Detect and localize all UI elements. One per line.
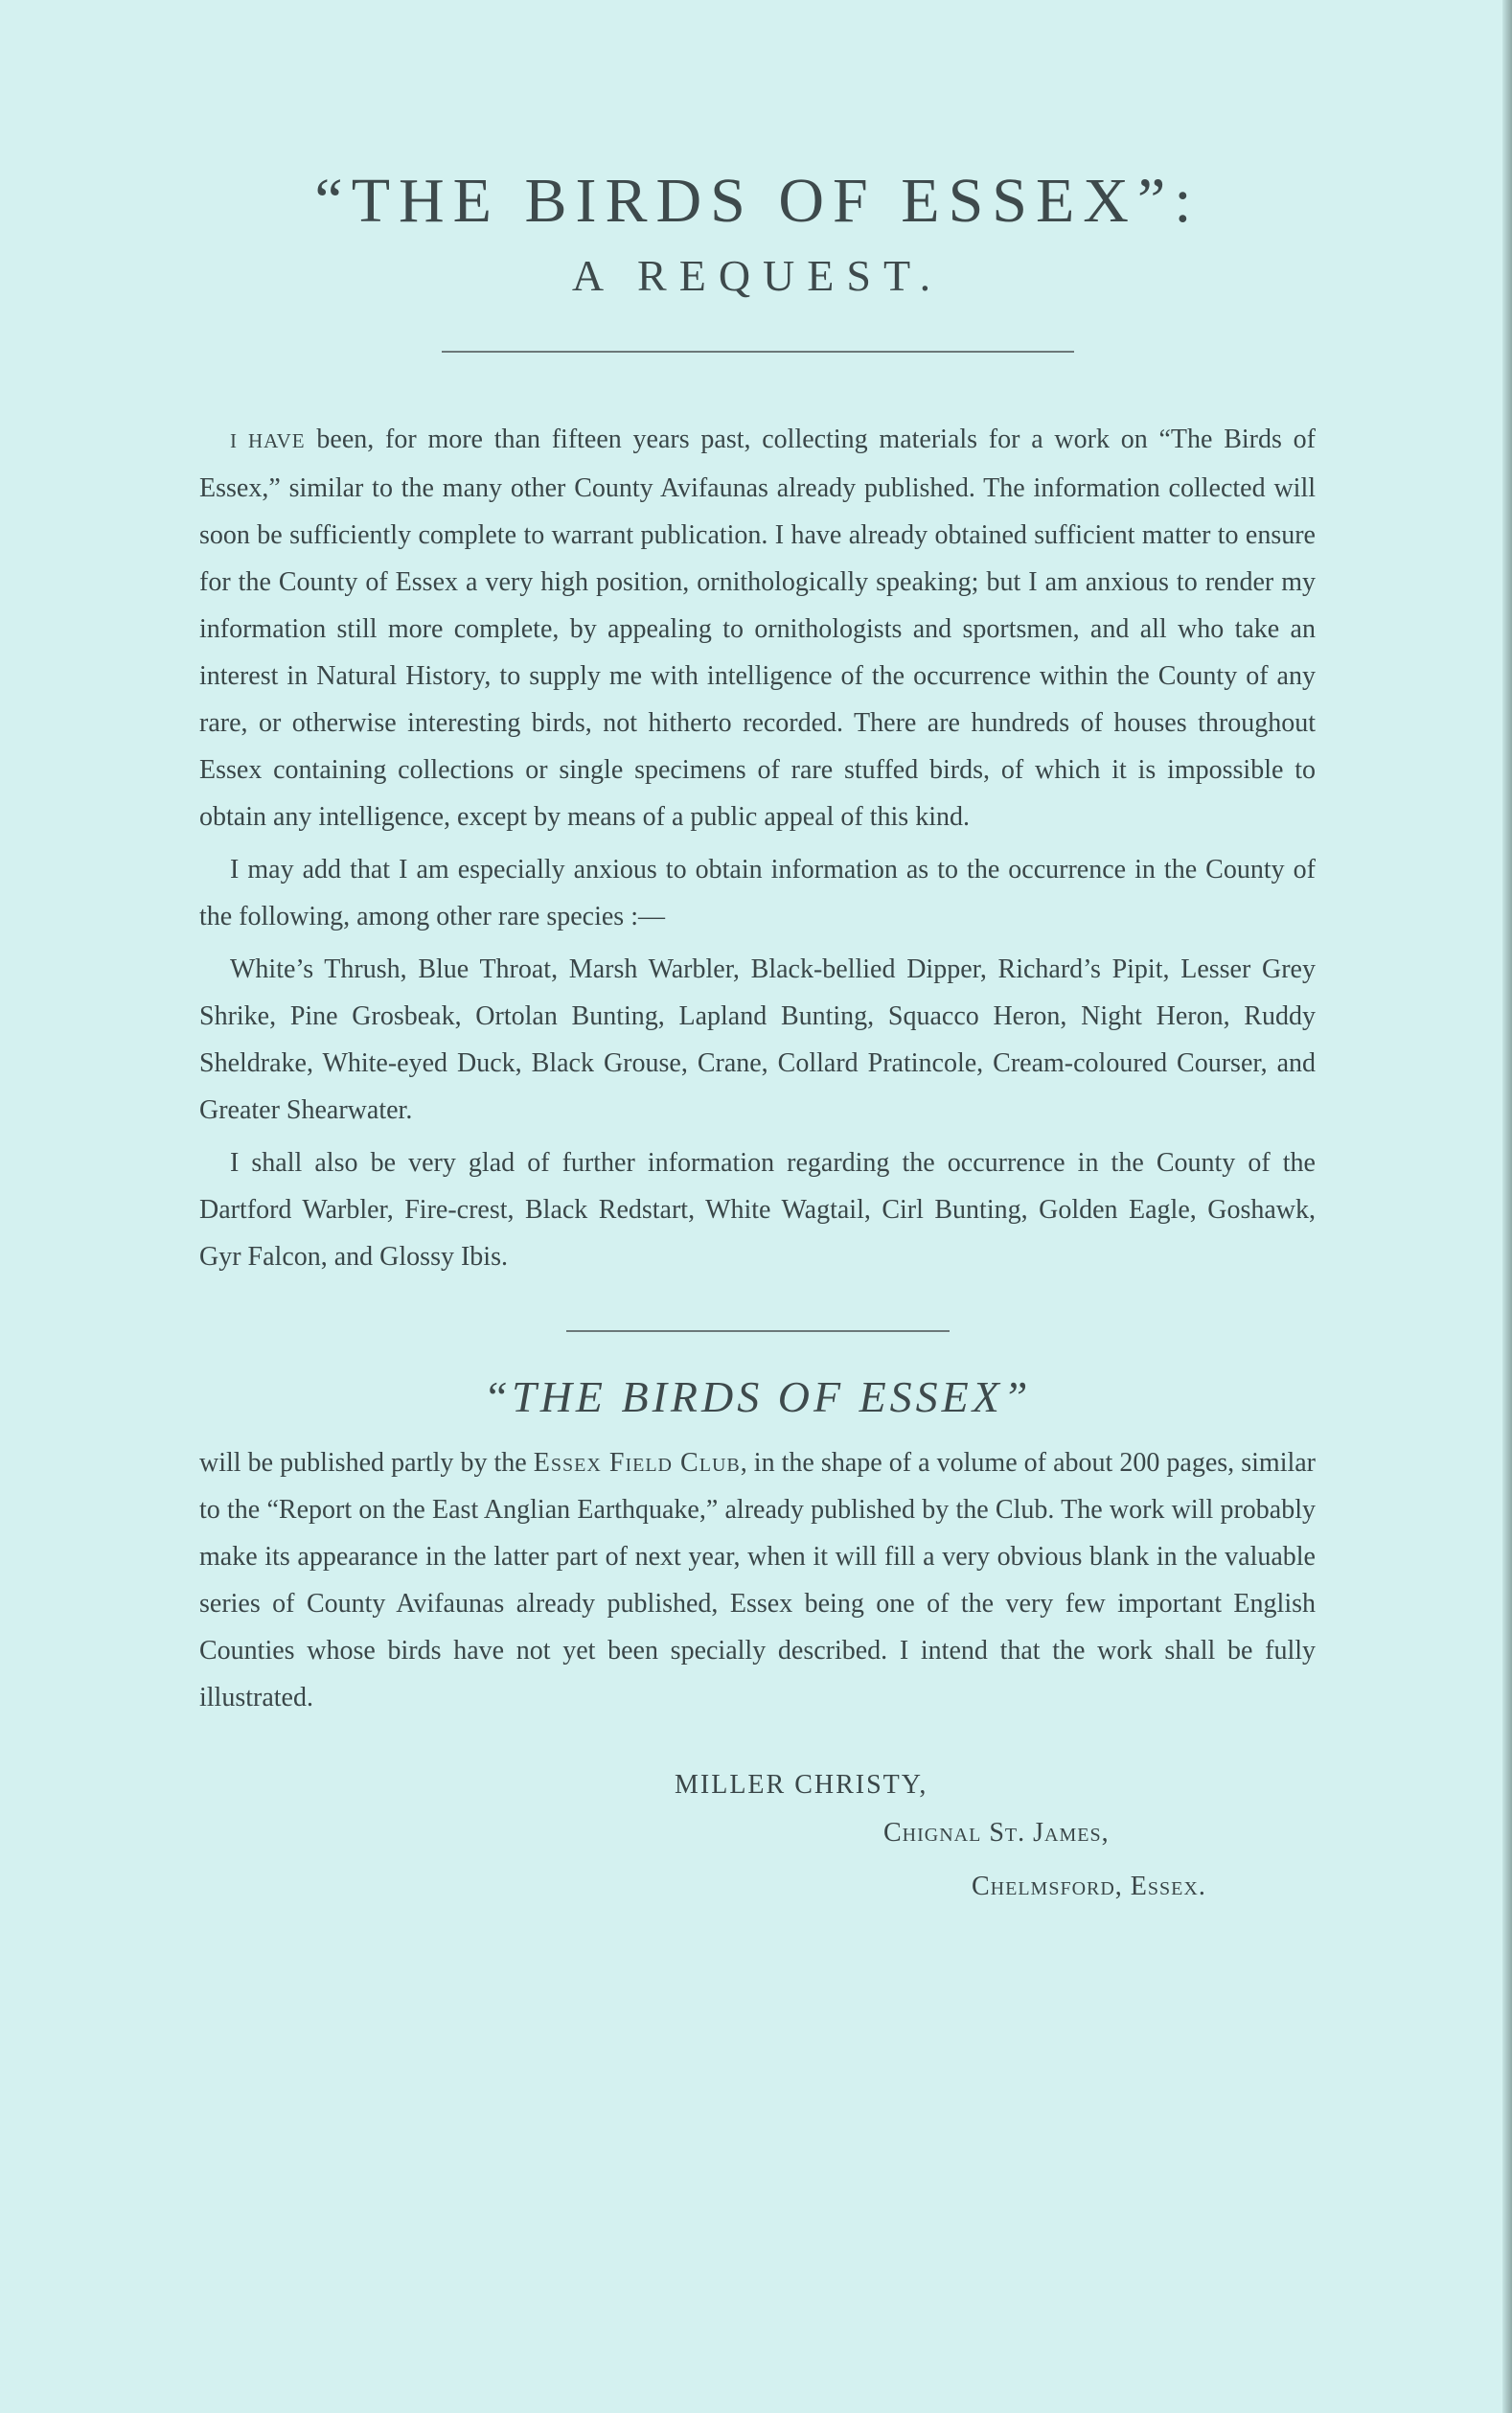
document-page	[199, 163, 1316, 1909]
request-paragraph-1-lead: I HAVE	[230, 429, 306, 452]
section-divider	[566, 1330, 950, 1332]
signature-address-line-1: Chignal St. James,	[883, 1818, 1110, 1848]
request-section	[199, 416, 1316, 1280]
request-paragraph-2: I may add that I am especially anxious to obtain information as to the occurrence in the County of the following, among other rare species :—	[199, 855, 1316, 931]
book-title: “THE BIRDS OF ESSEX”	[483, 1372, 1032, 1421]
signature-block	[199, 1763, 1316, 1909]
club-name: Essex Field Club	[533, 1448, 741, 1478]
announcement-paragraph	[199, 1439, 1316, 1721]
page-edge	[1502, 0, 1512, 2413]
signature-address-line-2: Chelmsford, Essex.	[972, 1872, 1206, 1901]
species-list-paragraph: White’s Thrush, Blue Throat, Marsh Warbler, Black-bellied Dipper, Richard’s Pipit, Lesser Grey Shrike, Pine Grosbeak, Ortolan Bunting, Lapland Bunting, Squacco Heron, Night Heron, Ruddy Sheldrake, White-eyed Duck, Black Grouse, Crane, Collard Pratincole, Cream-coloured Courser, and Greater Shearwater.	[199, 954, 1316, 1125]
further-information-paragraph: I shall also be very glad of further information regarding the occurrence in the County of the Dartford Warbler, Fire-crest, Black Redstart, White Wagtail, Cirl Bunting, Golden Eagle, Goshawk, Gyr Falcon, and Glossy Ibis.	[199, 1148, 1316, 1272]
announcement-text-end: , in the shape of a volume of about 200 pages, similar to the “Report on the East Anglian Earthquake,” already published by the Club. The work will probably make its appearance in the latter part of next year, when it will fill a very obvious blank in the valuable series of County Avifaunas already published, Essex being one of the very few important English Counties whose birds have not yet been specially described. I intend that the work shall be fully illustrated.	[199, 1448, 1317, 1712]
request-paragraph-1-text: been, for more than fifteen years past, collecting materials for a work on “The Birds of Essex,” similar to the many other County Avifaunas already published. The information collected will soon be sufficiently complete to warrant publication. I have already obtained sufficient matter to ensure for the County of Essex a very high position, ornithologically speaking; but I am anxious to render my information still more complete, by appealing to ornithologists and sportsmen, and all who take an interest in Natural History, to supply me with intelligence of the occurrence within the County of any rare, or otherwise interesting birds, not hitherto recorded. There are hundreds of houses throughout Essex containing collections or single specimens of rare stuffed birds, of which it is impossible to obtain any intelligence, except by means of a public appeal of this kind.	[199, 425, 1316, 832]
page-title: “THE BIRDS OF ESSEX”:	[314, 166, 1201, 236]
announcement-section	[199, 1368, 1316, 1721]
announcement-text-start: will be published partly by the	[199, 1448, 534, 1478]
signature-name: MILLER CHRISTY,	[675, 1770, 928, 1800]
request-paragraph-1	[199, 416, 1316, 840]
page-subtitle: A REQUEST.	[571, 251, 944, 300]
title-divider	[442, 351, 1074, 353]
